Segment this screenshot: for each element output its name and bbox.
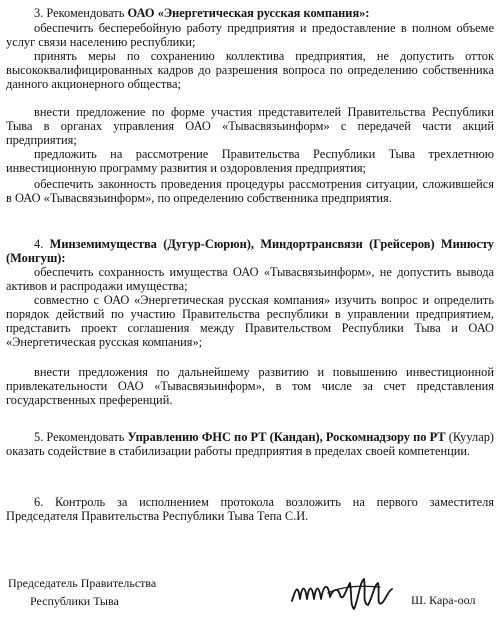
section-4-addressees: Минземимущества (Дугур-Сюрюн), Миндортрансвязи (Грейсеров) Минюсту (Монгуш): — [6, 237, 494, 266]
section-4-item-1: обеспечить сохранность имущества ОАО «Тывасвязьинформ», не допустить вывода активов и распродажи имущества; — [6, 265, 494, 294]
section-3-item-5: обеспечить законность проведения процедуры рассмотрения ситуации, сложившейся в ОАО «Тывасвязьинформ», по определению собственника предприятия. — [6, 177, 494, 206]
section-5-lead: 5. Рекомендовать — [34, 430, 125, 444]
section-3-item-1: обеспечить бесперебойную работу предприятия и предоставление в полном объеме услуг связи населению республики; — [6, 21, 494, 50]
section-3-item-4: предложить на рассмотрение Правительства Республики Тыва трехлетнюю инвестиционную программу развития и оздоровления предприятия; — [6, 147, 494, 176]
section-5-rest: (Куулар) оказать содействие в стабилизации работы предприятия в пределах своей компетенции. — [6, 430, 495, 459]
section-4-item-2: совместно с ОАО «Энергетическая русская компания» изучить вопрос и определить порядок действий по участию Правительства республики в управлении предприятием, представить проект соглашения между Правительством Республики Тыва и ОАО «Энергетическая русская компания»; — [6, 293, 494, 350]
section-4-number: 4. — [34, 237, 44, 251]
section-5-addressees: Управлению ФНС по РТ (Кандан), Роскомнадзору по РТ — [127, 430, 446, 444]
handwritten-signature — [288, 573, 398, 615]
section-4-heading — [6, 237, 494, 265]
section-3-heading — [6, 6, 494, 20]
section-3-number: 3. Рекомендовать — [34, 6, 125, 20]
section-3-addressee: ОАО «Энергетическая русская компания»: — [127, 6, 370, 20]
section-3-item-3: внести предложение по форме участия представителей Правительства Республики Тыва в органах управления ОАО «Тывасвязьинформ» с передачей части акций предприятия; — [6, 105, 494, 148]
section-4-item-3: внести предложения по дальнейшему развитию и повышению инвестиционной привлекательности ОАО «Тывасвязьинформ», в том числе за счет представления государственных преференций. — [6, 365, 494, 408]
signatory-title-line-2: Республики Тыва — [30, 594, 119, 608]
section-3-item-2: принять меры по сохранению коллектива предприятия, не допустить отток высококвалифицированных кадров до разрешения вопроса по определению собственника данного акционерного общества; — [6, 49, 494, 92]
signatory-title — [8, 574, 208, 610]
signatory-title-line-1: Председатель Правительства — [8, 576, 157, 590]
signatory-name: Ш. Кара-оол — [411, 593, 476, 607]
section-6-paragraph: 6. Контроль за исполнением протокола возложить на первого заместителя Председателя Правительства Республики Тыва Тепа С.И. — [6, 495, 494, 524]
section-5-paragraph — [6, 430, 494, 458]
